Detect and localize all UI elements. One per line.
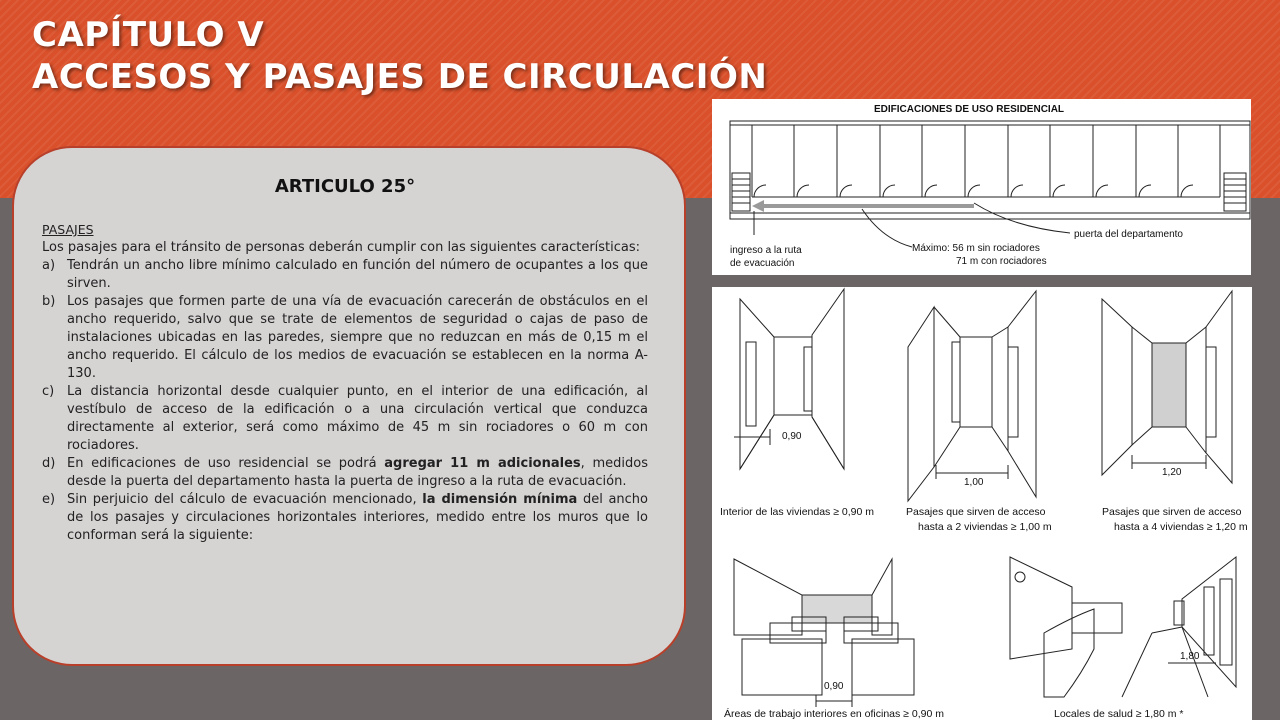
- item-text-bold: la dimensión mínima: [422, 492, 578, 507]
- list-item: [42, 383, 648, 455]
- stairs-left: [732, 173, 750, 211]
- corridor-4-caption: Áreas de trabajo interiores en oficinas ≥ 0,90 m: [724, 708, 944, 720]
- article-card: [12, 146, 686, 666]
- title-line-2: ACCESOS Y PASAJES DE CIRCULACIÓN: [32, 57, 768, 97]
- evacuation-arrow-head: [752, 200, 764, 212]
- corridor-2-caption-2: hasta a 2 viviendas ≥ 1,00 m: [918, 521, 1052, 533]
- corridor-5-drawing: [1010, 557, 1236, 697]
- requirements-list: [42, 257, 648, 545]
- item-text-before: Sin perjuicio del cálculo de evacuación mencionado,: [67, 492, 423, 507]
- corridor-5-caption: Locales de salud ≥ 1,80 m *: [1054, 708, 1184, 720]
- corridor-5-width: 1,80: [1180, 651, 1200, 662]
- item-text: Tendrán un ancho libre mínimo calculado en función del número de ocupantes a los que sirven.: [67, 258, 648, 291]
- label-ingreso-2: de evacuación: [730, 258, 795, 269]
- item-letter: a): [42, 258, 56, 273]
- item-text-before: En edificaciones de uso residencial se podrá: [67, 456, 385, 471]
- list-item: [42, 491, 648, 545]
- label-maximo-1: Máximo: 56 m sin rociadores: [912, 243, 1040, 254]
- item-text: Los pasajes que formen parte de una vía de evacuación carecerán de obstáculos en el ancho requerido, salvo que se trate de elementos de seguridad o cajas de paso de instalaciones ubicadas en las paredes, siempre que no reduzcan en más de 0,15 m el ancho requerido. El cálculo de los medios de evacuación se establecen en la norma A-130.: [67, 294, 648, 381]
- corridor-2-drawing: [908, 291, 1036, 501]
- list-item: [42, 257, 648, 293]
- title-line-1: CAPÍTULO V: [32, 15, 265, 55]
- stairs-right: [1224, 173, 1246, 211]
- corridor-5-fixture-icon: [1015, 572, 1025, 582]
- leader-puerta: [974, 203, 1070, 233]
- corridor-3-caption-2: hasta a 4 viviendas ≥ 1,20 m: [1114, 521, 1248, 533]
- corridor-widths-drawing: [712, 287, 1252, 720]
- corridor-2-width: 1,00: [964, 477, 984, 488]
- corridor-3-caption-1: Pasajes que sirven de acceso: [1102, 506, 1242, 518]
- corridor-widths-figure: [712, 287, 1252, 720]
- residential-plan-drawing: [712, 99, 1251, 275]
- corridor-3-width: 1,20: [1162, 467, 1182, 478]
- corridor-4-width: 0,90: [824, 681, 844, 692]
- section-title: PASAJES: [42, 222, 94, 237]
- label-puerta: puerta del departamento: [1074, 229, 1183, 240]
- article-heading: ARTICULO 25°: [274, 176, 416, 197]
- item-text: La distancia horizontal desde cualquier punto, en el interior de una edificación, al vestíbulo de acceso de la edificación o a una circulación vertical que conduzca directamente al exterior, será como máximo de 45 m sin rociadores o 60 m con rociadores.: [67, 384, 648, 453]
- intro-text: Los pasajes para el tránsito de personas deberán cumplir con las siguientes características:: [42, 240, 641, 255]
- item-letter: e): [42, 492, 56, 507]
- label-maximo-2: 71 m con rociadores: [956, 256, 1047, 267]
- item-letter: b): [42, 294, 56, 309]
- plan-heading: EDIFICACIONES DE USO RESIDENCIAL: [874, 104, 1065, 115]
- slide-title: [32, 14, 767, 98]
- item-letter: d): [42, 456, 56, 471]
- list-item: [42, 293, 648, 383]
- corridor-1-caption: Interior de las viviendas ≥ 0,90 m: [720, 506, 875, 518]
- leader-maximo: [862, 209, 912, 247]
- item-letter: c): [42, 384, 55, 399]
- corridor-1-drawing: [734, 289, 844, 469]
- residential-plan-figure: [712, 99, 1251, 275]
- corridor-1-width: 0,90: [782, 431, 802, 442]
- corridor-2-caption-1: Pasajes que sirven de acceso: [906, 506, 1046, 518]
- item-text-after: , medidos desde la puerta del departamento hasta la puerta de ingreso a la ruta de evacuación.: [67, 456, 648, 489]
- door-swings: [754, 185, 1193, 197]
- apartment-dividers: [752, 125, 1220, 197]
- corridor-3-drawing: [1102, 291, 1232, 483]
- item-text-after: del ancho de los pasajes y circulaciones horizontales interiores, medido entre los muros que lo conforman será la siguiente:: [67, 492, 648, 543]
- list-item: [42, 455, 648, 491]
- label-ingreso-1: ingreso a la ruta: [730, 245, 802, 256]
- item-text-bold: agregar 11 m adicionales: [384, 456, 581, 471]
